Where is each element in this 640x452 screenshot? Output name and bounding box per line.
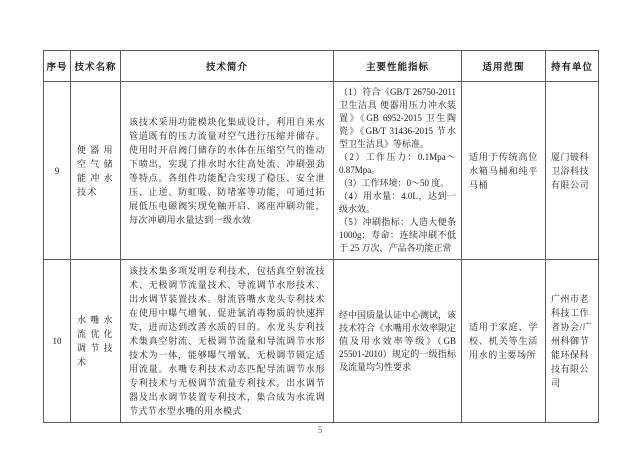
table-row [44,82,599,260]
serial-number-cell: 10 [44,260,71,423]
table-header-row [44,51,599,82]
column-header-tech-intro: 技术简介 [121,51,334,82]
scope-cell: 适用于家庭、学校、机关等生活用水的主要场所 [462,260,546,423]
column-header-performance: 主要性能指标 [334,51,462,82]
indicator-item: 经中国质量认证中心测试，该技术符合《水嘴用水效率限定值及用水效率等级》（GB 25501-2010）规定的一级指标及流量均匀性要求 [339,309,457,372]
indicator-item: （4）用水量：4.0L，达到一级水效。 [339,191,456,214]
tech-name-cell: 水嘴水流优化调节技术 [71,260,121,423]
table-row [44,260,599,423]
scope-cell: 适用于传统高位水箱马桶和纯平马桶 [462,82,546,260]
column-header-serial: 序号 [44,51,71,82]
tech-intro-cell: 该技术采用功能模块化集成设计，利用自来水管道既有的压力流量对空气进行压缩并储存。使用时开启阀门储存的水体在压缩空气的推动下喷出，实现了排水时水往高处流、冲刷强劲等特点。各组件功能配合实现了稳压、安全泄压、止逆、防虹吸、防堵塞等功能，可通过拓展低压电磁阀实现免触开启、离座冲刷功能，每次冲刷用水量达到一级水效 [121,82,334,260]
column-header-scope: 适用范围 [462,51,546,82]
indicator-item: （1）符合《GB/T 26750-2011 卫生洁具 便器用压力冲水装置》《GB 6952-2015 卫生陶瓷》《GB/T 31436-2015 节水型卫生洁具》等标准。 [339,87,456,149]
tech-name-cell: 便器用空气储能冲水技术 [71,82,121,260]
holder-cell: 广州市老科技工作者协会/广州科御节能环保科技有限公司 [546,260,599,423]
page-number: 5 [317,425,323,435]
performance-cell [334,82,462,260]
tech-intro-cell: 该技术集多项发明专利技术，包括真空射流技术、无极调节流量技术、导流调节水形技术、出水调节装置技术。射流管嘴水龙头专利技术在使用中曝气增氧、促进氯消毒物质的快速挥发，进而达到改善水质的目的。水龙头专利技术集真空射流、无极调节流量和导流调节水形技术为一体，能够曝气增氧、无极调节锁定适用流量。水嘴专利技术动态匹配导流调节水形专利技术与无极调节流量专利技术。出水调节器及出水调节装置专利技术，集合成为水流调节式节水型水嘴的用水模式 [121,260,334,423]
column-header-holder: 持有单位 [546,51,599,82]
indicator-item: （3）工作环境：0～50 度。 [339,178,450,188]
indicator-item: （5）冲刷指标：人造大便条 1000g；寿命：连续冲刷不低于 25 万次，产品各功能正常 [339,217,456,253]
performance-cell [334,260,462,423]
column-header-tech-name: 技术名称 [71,51,121,82]
serial-number-cell: 9 [44,82,71,260]
technology-table [43,50,599,423]
indicator-item: （2）工作压力：0.1Mpa～0.87Mpa。 [339,152,456,175]
holder-cell: 厦门铍科卫浴科技有限公司 [546,82,599,260]
